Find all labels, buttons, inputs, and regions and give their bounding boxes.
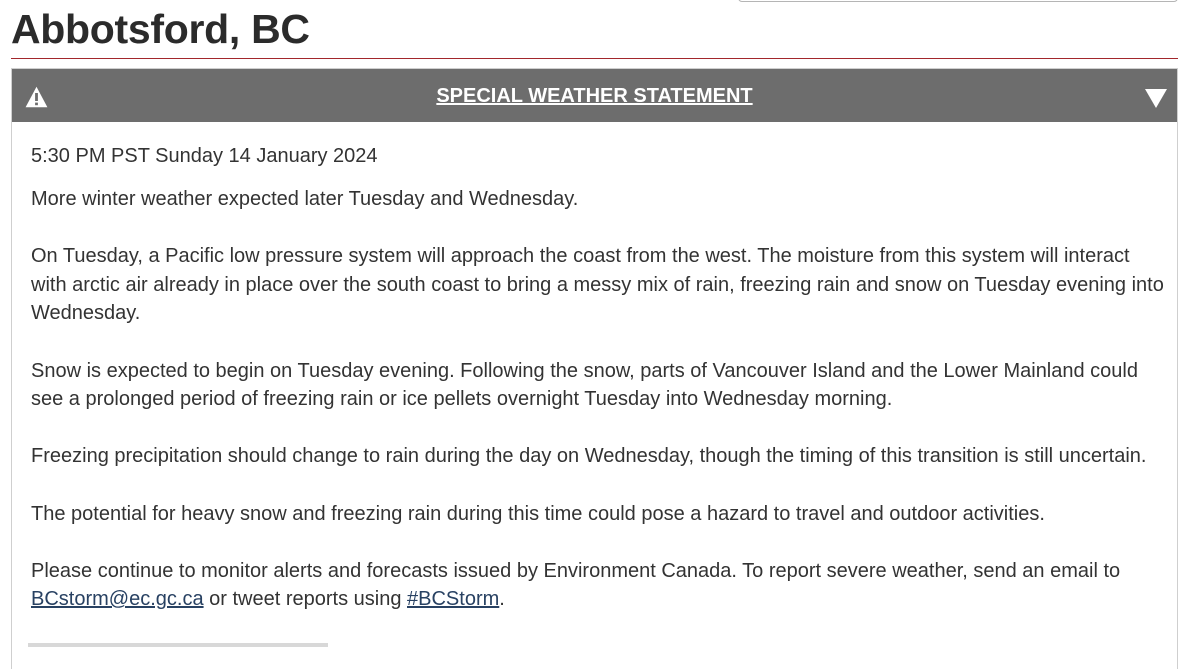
- email-link[interactable]: BCstorm@ec.gc.ca: [31, 588, 204, 611]
- alert-paragraph-hazard: The potential for heavy snow and freezing rain during this time could pose a hazard to travel and outdoor activities.: [31, 502, 1045, 525]
- alert-header[interactable]: [12, 69, 1177, 122]
- alert-body: [31, 142, 1166, 614]
- title-divider: [11, 58, 1178, 59]
- alert-paragraph-contact: [31, 557, 1166, 614]
- alert-paragraph-snow-timing: Snow is expected to begin on Tuesday evening. Following the snow, parts of Vancouver Island and the Lower Mainland could see a prolonged period of freezing rain or ice pellets overnight Tuesday into Wednesday morning.: [31, 359, 1138, 411]
- alert-paragraph-transition: Freezing precipitation should change to rain during the day on Wednesday, though the timing of this transition is still uncertain.: [31, 445, 1147, 468]
- alert-paragraph-summary: More winter weather expected later Tuesday and Wednesday.: [31, 187, 579, 210]
- issued-timestamp: 5:30 PM PST Sunday 14 January 2024: [31, 145, 378, 167]
- alert-panel: [11, 68, 1178, 669]
- contact-text-before: Please continue to monitor alerts and forecasts issued by Environment Canada. To report severe weather, send an email to: [31, 559, 1121, 582]
- hashtag-link[interactable]: #BCStorm: [407, 588, 500, 611]
- chevron-down-icon[interactable]: [1145, 89, 1167, 108]
- alert-paragraph-low-pressure: On Tuesday, a Pacific low pressure system will approach the coast from the west. The moisture from this system will interact with arctic air already in place over the south coast to bring a messy mix of rain, freezing rain and snow on Tuesday evening into Wednesday.: [31, 245, 1164, 325]
- alert-title-link[interactable]: SPECIAL WEATHER STATEMENT: [436, 85, 753, 107]
- page-title: Abbotsford, BC: [11, 6, 310, 52]
- contact-text-end: .: [499, 588, 505, 611]
- search-box[interactable]: [738, 0, 1178, 2]
- bottom-divider: [28, 643, 328, 647]
- contact-text-middle: or tweet reports using: [203, 588, 408, 611]
